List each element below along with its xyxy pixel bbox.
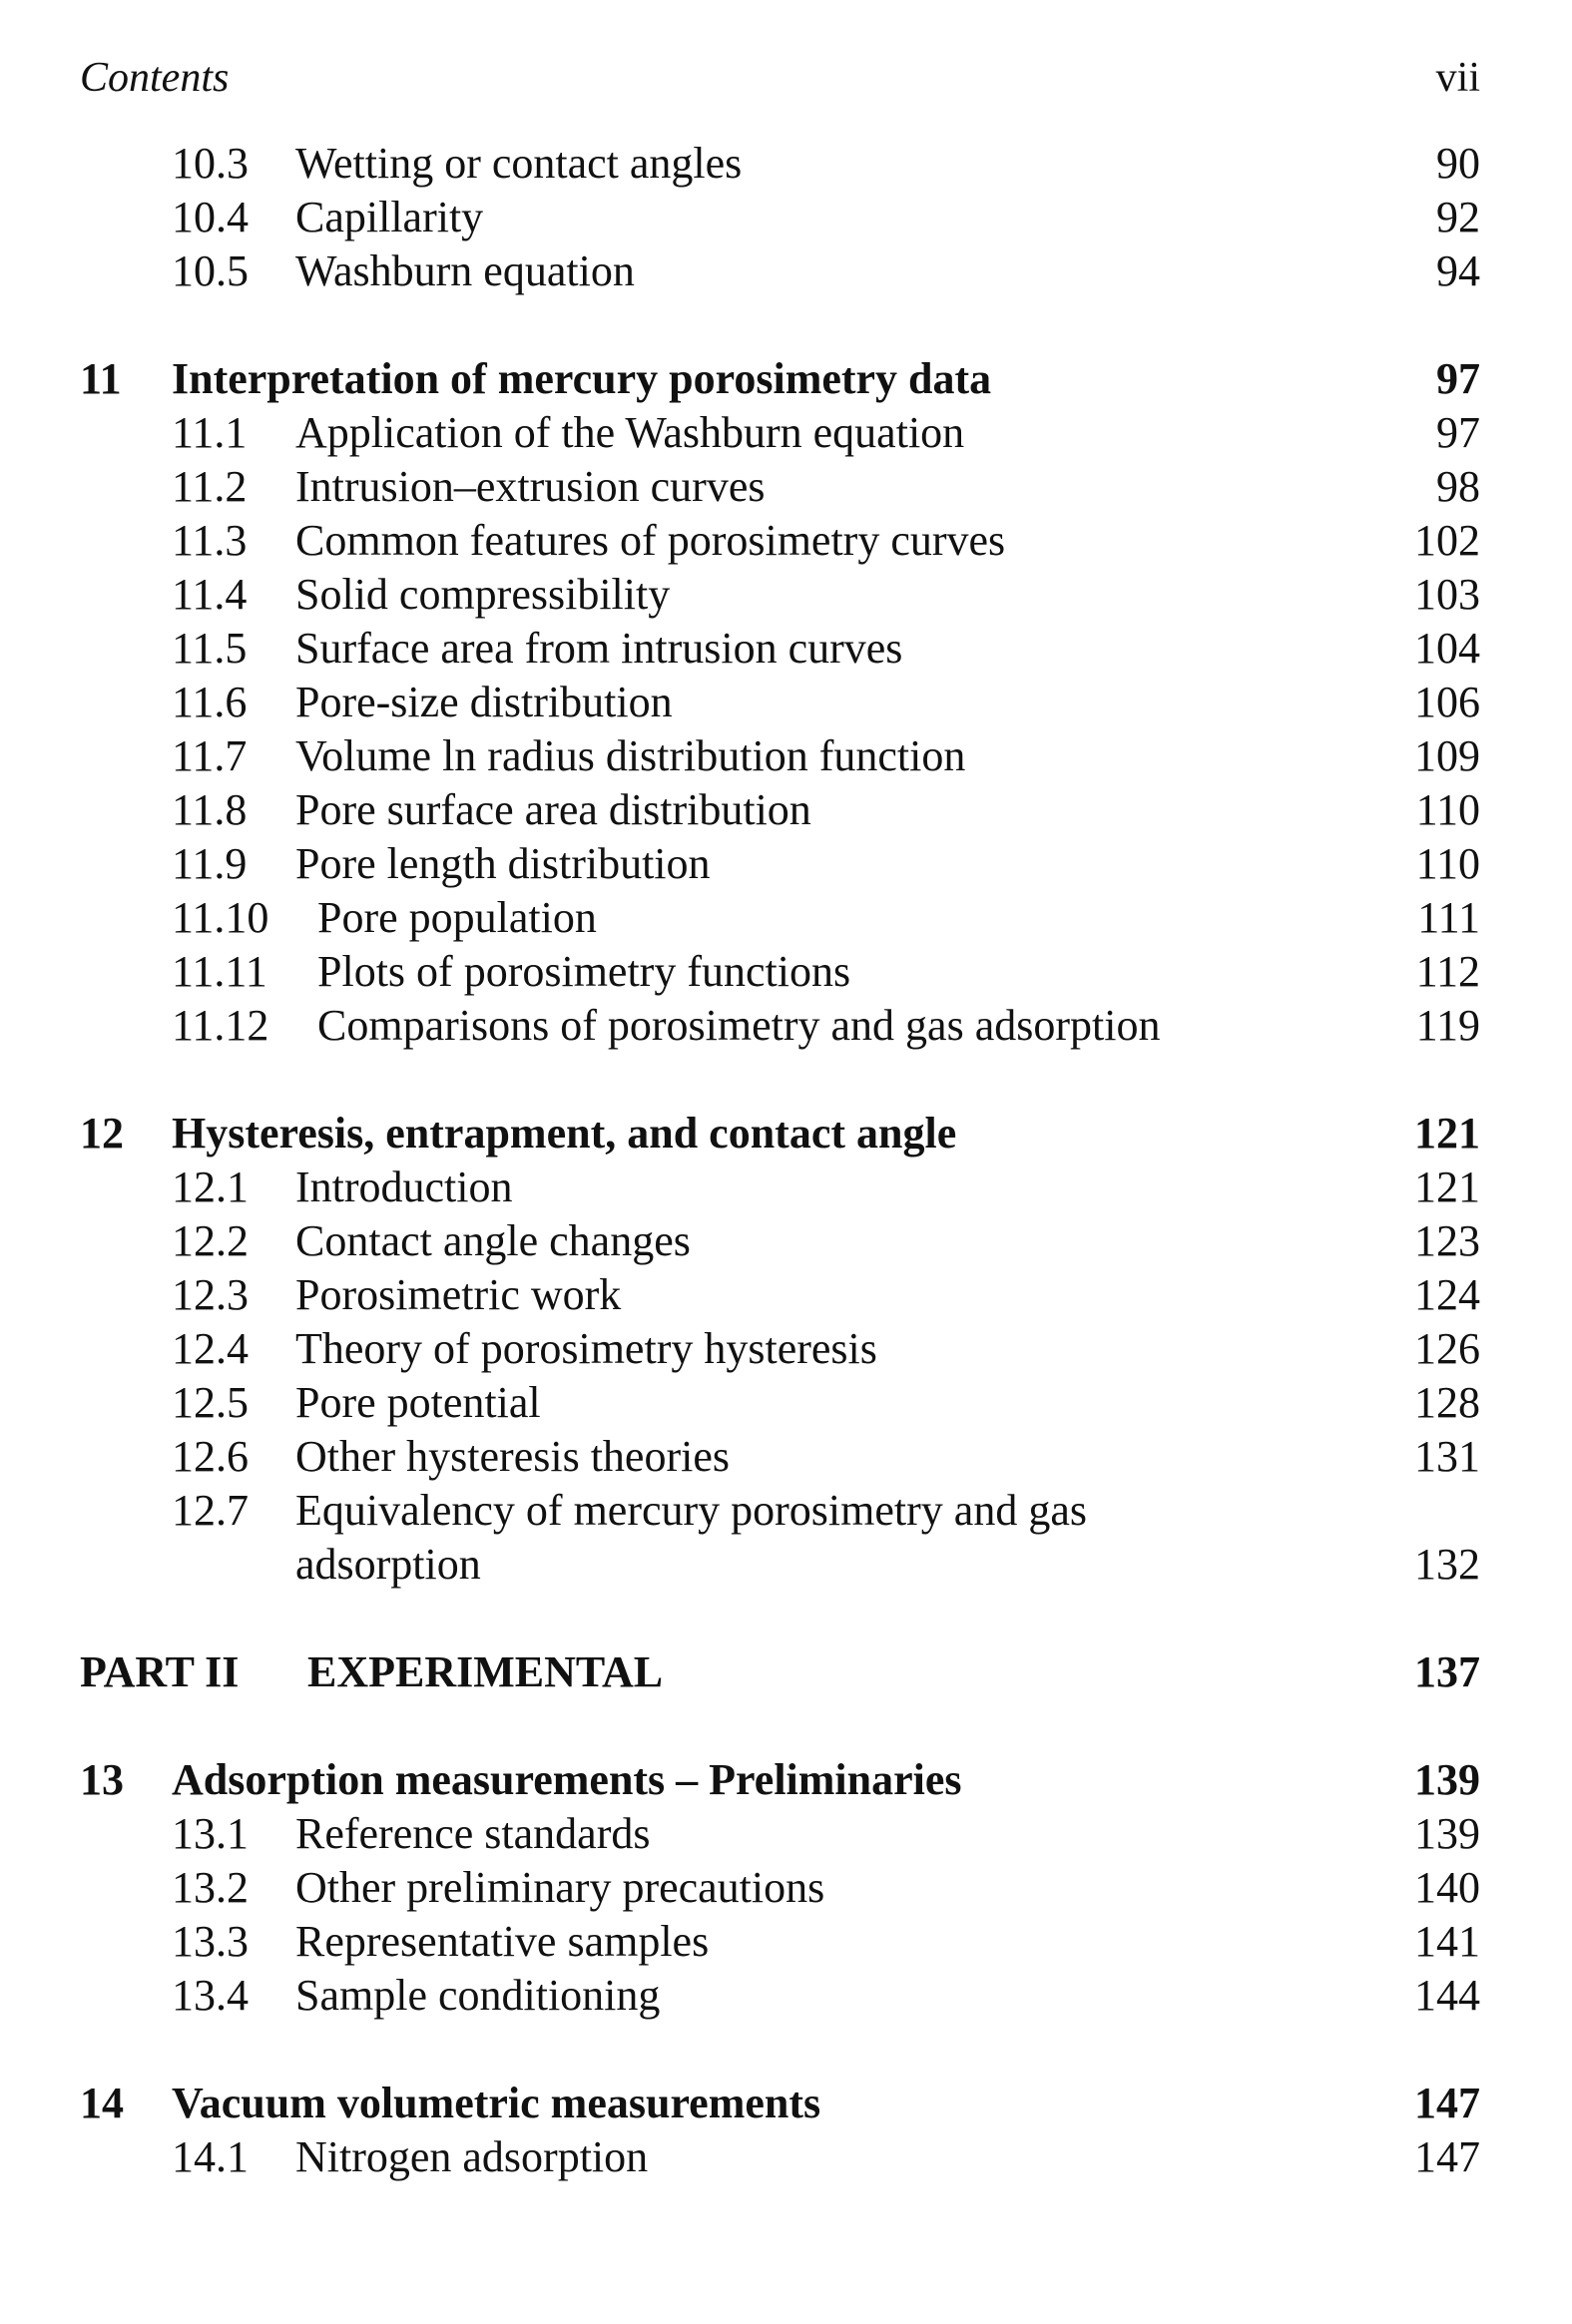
- toc-section-10-4: [80, 191, 1480, 244]
- spacer: [80, 1053, 1480, 1107]
- chapter-title: Hysteresis, entrapment, and contact angle: [172, 1109, 957, 1158]
- section-title: Comparisons of porosimetry and gas adsorption: [317, 1001, 1161, 1050]
- toc-section-13-3: [80, 1915, 1480, 1969]
- section-title: Contact angle changes: [295, 1216, 691, 1265]
- section-number: 11.12: [172, 1001, 269, 1050]
- spacer: [80, 298, 1480, 352]
- section-number: 10.3: [172, 139, 249, 188]
- section-number: 11.4: [172, 570, 248, 619]
- section-page: 121: [1414, 1162, 1480, 1211]
- chapter-page: 147: [1414, 2079, 1480, 2127]
- toc-section-11-2: [80, 460, 1480, 514]
- section-number: 12.3: [172, 1270, 249, 1319]
- section-page: 119: [1415, 1001, 1480, 1050]
- section-number: 12.7: [172, 1486, 249, 1535]
- section-number: 10.5: [172, 246, 249, 295]
- section-number: 11.10: [172, 893, 269, 942]
- section-page: 110: [1415, 785, 1480, 834]
- chapter-page: 121: [1414, 1109, 1480, 1158]
- section-page: 131: [1414, 1432, 1480, 1481]
- section-number: 11.9: [172, 839, 248, 888]
- part-title: EXPERIMENTAL: [307, 1647, 664, 1696]
- section-page: 141: [1414, 1917, 1480, 1966]
- chapter-page: 139: [1414, 1755, 1480, 1804]
- table-of-contents: [80, 137, 1480, 2184]
- section-page: 132: [1414, 1540, 1480, 1589]
- chapter-number: 14: [80, 2079, 124, 2127]
- section-number: 14.1: [172, 2132, 249, 2181]
- toc-section-11-4: [80, 568, 1480, 622]
- section-page: 144: [1414, 1971, 1480, 2020]
- section-title: Sample conditioning: [295, 1971, 661, 2020]
- section-number: 10.4: [172, 193, 249, 241]
- section-title: Pore surface area distribution: [295, 785, 811, 834]
- section-page: 104: [1414, 624, 1480, 673]
- section-number: 11.5: [172, 624, 248, 673]
- toc-section-11-6: [80, 676, 1480, 729]
- toc-section-12-1: [80, 1161, 1480, 1214]
- section-title-continued: adsorption: [295, 1540, 481, 1589]
- section-title: Nitrogen adsorption: [295, 2132, 649, 2181]
- section-title: Common features of porosimetry curves: [295, 516, 1006, 565]
- section-number: 12.2: [172, 1216, 249, 1265]
- section-page: 102: [1414, 516, 1480, 565]
- section-title: Porosimetric work: [295, 1270, 622, 1319]
- section-page: 98: [1436, 462, 1480, 511]
- toc-chapter-11: [80, 352, 1480, 406]
- section-title: Pore length distribution: [295, 839, 711, 888]
- toc-section-12-3: [80, 1268, 1480, 1322]
- section-page: 90: [1436, 139, 1480, 188]
- chapter-number: 11: [80, 354, 122, 403]
- toc-section-13-2: [80, 1861, 1480, 1915]
- section-number: 11.8: [172, 785, 248, 834]
- section-page: 128: [1414, 1378, 1480, 1427]
- toc-section-11-9: [80, 837, 1480, 891]
- toc-section-12-5: [80, 1376, 1480, 1430]
- part-page: 137: [1414, 1647, 1480, 1696]
- chapter-title: Interpretation of mercury porosimetry data: [172, 354, 992, 403]
- section-number: 11.7: [172, 731, 248, 780]
- section-number: 13.4: [172, 1971, 249, 2020]
- spacer: [80, 2023, 1480, 2077]
- toc-chapter-13: [80, 1753, 1480, 1807]
- toc-chapter-14: [80, 2077, 1480, 2130]
- section-page: 139: [1414, 1809, 1480, 1858]
- section-title: Solid compressibility: [295, 570, 671, 619]
- section-number: 13.1: [172, 1809, 249, 1858]
- toc-section-11-12: [80, 999, 1480, 1053]
- section-title: Washburn equation: [295, 246, 635, 295]
- page-number: vii: [1435, 55, 1480, 101]
- running-header: [80, 48, 1480, 108]
- chapter-number: 13: [80, 1755, 124, 1804]
- toc-section-11-3: [80, 514, 1480, 568]
- section-number: 13.3: [172, 1917, 249, 1966]
- section-title: Volume ln radius distribution function: [295, 731, 966, 780]
- toc-section-11-1: [80, 406, 1480, 460]
- section-title: Capillarity: [295, 193, 484, 241]
- section-number: 12.6: [172, 1432, 249, 1481]
- section-number: 11.6: [172, 678, 248, 726]
- section-page: 147: [1414, 2132, 1480, 2181]
- section-title: Pore population: [317, 893, 597, 942]
- section-number: 11.3: [172, 516, 248, 565]
- section-page: 140: [1414, 1863, 1480, 1912]
- section-page: 112: [1415, 947, 1480, 996]
- chapter-number: 12: [80, 1109, 124, 1158]
- chapter-title: Vacuum volumetric measurements: [172, 2079, 821, 2127]
- section-title: Surface area from intrusion curves: [295, 624, 903, 673]
- toc-section-13-1: [80, 1807, 1480, 1861]
- section-title: Pore-size distribution: [295, 678, 673, 726]
- toc-chapter-12: [80, 1107, 1480, 1161]
- toc-section-12-7-continued: [80, 1538, 1480, 1592]
- section-number: 12.4: [172, 1324, 249, 1373]
- section-number: 12.5: [172, 1378, 249, 1427]
- spacer: [80, 1592, 1480, 1645]
- section-title: Theory of porosimetry hysteresis: [295, 1324, 877, 1373]
- section-title: Representative samples: [295, 1917, 710, 1966]
- section-number: 12.1: [172, 1162, 249, 1211]
- toc-section-11-10: [80, 891, 1480, 945]
- section-page: 111: [1417, 893, 1480, 942]
- section-title: Other hysteresis theories: [295, 1432, 730, 1481]
- toc-section-12-6: [80, 1430, 1480, 1484]
- section-title: Wetting or contact angles: [295, 139, 743, 188]
- toc-section-10-3: [80, 137, 1480, 191]
- toc-section-12-2: [80, 1214, 1480, 1268]
- toc-section-11-8: [80, 783, 1480, 837]
- section-number: 11.1: [172, 408, 248, 457]
- toc-part-2: [80, 1645, 1480, 1699]
- toc-section-10-5: [80, 244, 1480, 298]
- chapter-page: 97: [1436, 354, 1480, 403]
- chapter-title: Adsorption measurements – Preliminaries: [172, 1755, 962, 1804]
- section-page: 110: [1415, 839, 1480, 888]
- section-title: Reference standards: [295, 1809, 651, 1858]
- section-page: 92: [1436, 193, 1480, 241]
- section-page: 94: [1436, 246, 1480, 295]
- section-number: 13.2: [172, 1863, 249, 1912]
- section-title: Introduction: [295, 1162, 513, 1211]
- toc-section-11-5: [80, 622, 1480, 676]
- section-page: 109: [1414, 731, 1480, 780]
- toc-section-13-4: [80, 1969, 1480, 2023]
- toc-section-11-11: [80, 945, 1480, 999]
- running-title: Contents: [80, 55, 230, 101]
- section-title: Other preliminary precautions: [295, 1863, 825, 1912]
- section-page: 123: [1414, 1216, 1480, 1265]
- section-title: Equivalency of mercury porosimetry and gas: [295, 1486, 1087, 1535]
- part-label: PART II: [80, 1647, 240, 1696]
- toc-section-12-7: [80, 1484, 1480, 1538]
- section-number: 11.2: [172, 462, 248, 511]
- section-page: 103: [1414, 570, 1480, 619]
- toc-section-11-7: [80, 729, 1480, 783]
- toc-section-12-4: [80, 1322, 1480, 1376]
- section-title: Intrusion–extrusion curves: [295, 462, 766, 511]
- section-page: 126: [1414, 1324, 1480, 1373]
- section-number: 11.11: [172, 947, 267, 996]
- section-page: 97: [1436, 408, 1480, 457]
- section-title: Plots of porosimetry functions: [317, 947, 851, 996]
- section-title: Application of the Washburn equation: [295, 408, 965, 457]
- section-title: Pore potential: [295, 1378, 541, 1427]
- spacer: [80, 1699, 1480, 1753]
- section-page: 106: [1414, 678, 1480, 726]
- section-page: 124: [1414, 1270, 1480, 1319]
- toc-section-14-1: [80, 2130, 1480, 2184]
